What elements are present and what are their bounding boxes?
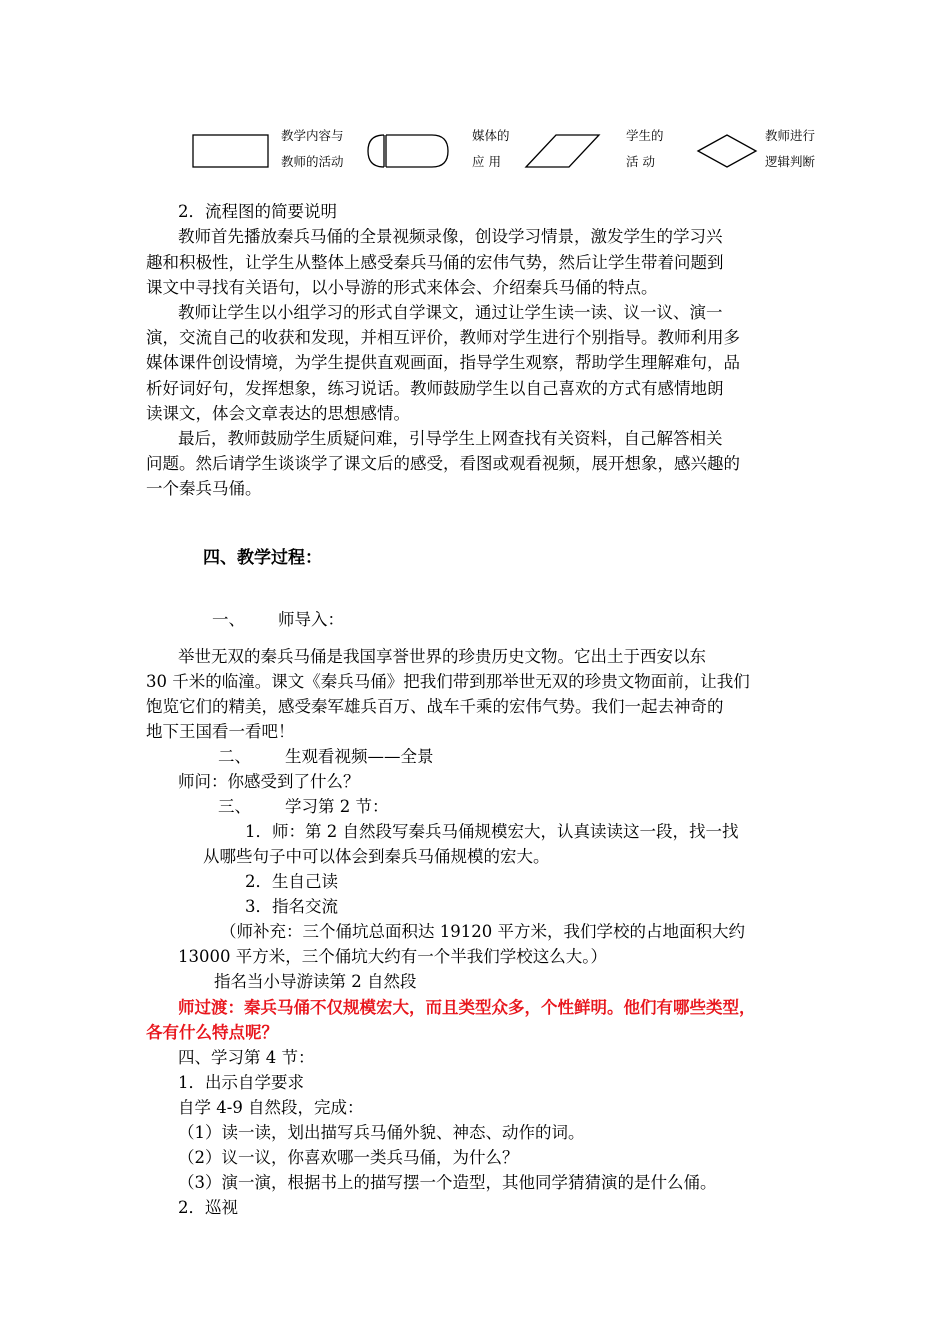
stadium-symbol: [368, 135, 448, 167]
step-number: 三、: [218, 797, 251, 816]
diamond-symbol: [698, 135, 756, 167]
sub-task: （1）读一读，划出描写兵马俑外貌、神态、动作的词。: [178, 1123, 585, 1142]
step-title: 师导入：: [278, 610, 344, 629]
list-item: 3．指名交流: [245, 897, 338, 916]
paragraph-line: 一个秦兵马俑。: [146, 479, 262, 498]
rect-label-2: 教师的活动: [281, 154, 344, 169]
task-description: 自学 4-9 自然段，完成：: [178, 1098, 364, 1117]
paragraph-line: 地下王国看一看吧！: [146, 722, 295, 741]
guide-instruction: 指名当小导游读第 2 自然段: [214, 972, 417, 991]
list-item: 1．师：第 2 自然段写秦兵马俑规模宏大，认真读读这一段，找一找: [245, 822, 739, 841]
diamond-label-2: 逻辑判断: [765, 154, 816, 169]
paragraph-line: 读课文，体会文章表达的思想感情。: [146, 404, 410, 423]
step-title: 四、学习第 4 节：: [178, 1048, 315, 1067]
paragraph-line: 举世无双的秦兵马俑是我国享誉世界的珍贵历史文物。它出土于西安以东: [178, 647, 706, 666]
list-item: 从哪些句子中可以体会到秦兵马俑规模的宏大。: [203, 847, 550, 866]
transition-highlight: 各有什么特点呢？: [146, 1023, 278, 1042]
step-number: 二、: [218, 747, 251, 766]
list-item: 2．生自己读: [245, 872, 338, 891]
supplement-note: 13000 平方米，三个俑坑大约有一个半我们学校这么大。）: [178, 947, 607, 966]
step-title: 学习第 2 节：: [285, 797, 389, 816]
supplement-note: （师补充：三个俑坑总面积达 19120 平方米，我们学校的占地面积大约: [220, 922, 745, 941]
flowchart-legend: [190, 118, 830, 178]
list-item: 1．出示自学要求: [178, 1073, 304, 1092]
step-number: 一、: [212, 610, 245, 629]
paragraph-line: 课文中寻找有关语句，以小导游的形式来体会、介绍秦兵马俑的特点。: [146, 278, 658, 297]
paragraph-line: 教师首先播放秦兵马俑的全景视频录像，创设学习情景，激发学生的学习兴: [178, 227, 723, 246]
parallelogram-symbol: [526, 135, 599, 167]
paragraph-line: 问题。然后请学生谈谈学了课文后的感受，看图或观看视频，展开想象，感兴趣的: [146, 454, 740, 473]
paragraph-line: 教师让学生以小组学习的形式自学课文，通过让学生读一读、议一议、演一: [178, 303, 723, 322]
list-item: 2．巡视: [178, 1198, 238, 1217]
parallelogram-label-2: 活 动: [626, 154, 655, 169]
teacher-question: 师问：你感受到了什么？: [178, 772, 360, 791]
rect-label-1: 教学内容与: [281, 128, 344, 143]
paragraph-line: 演，交流自己的收获和发现，并相互评价，教师对学生进行个别指导。教师利用多: [146, 328, 740, 347]
stadium-label-1: 媒体的: [472, 128, 510, 143]
diamond-label-1: 教师进行: [765, 128, 816, 143]
section-title: 2．流程图的简要说明: [178, 202, 337, 221]
section-heading: 四、教学过程：: [203, 548, 322, 568]
step-title: 生观看视频——全景: [285, 747, 434, 766]
parallelogram-label-1: 学生的: [626, 128, 664, 143]
paragraph-line: 析好词好句，发挥想象，练习说话。教师鼓励学生以自己喜欢的方式有感情地朗: [146, 379, 724, 398]
sub-task: （3）演一演，根据书上的描写摆一个造型，其他同学猜猜演的是什么俑。: [178, 1173, 717, 1192]
paragraph-line: 最后，教师鼓励学生质疑问难，引导学生上网查找有关资料，自己解答相关: [178, 429, 723, 448]
rectangle-symbol: [193, 135, 268, 167]
paragraph-line: 媒体课件创设情境，为学生提供直观画面，指导学生观察，帮助学生理解难句，品: [146, 353, 740, 372]
paragraph-line: 饱览它们的精美，感受秦军雄兵百万、战车千乘的宏伟气势。我们一起去神奇的: [146, 697, 724, 716]
stadium-label-2: 应 用: [472, 154, 501, 169]
paragraph-line: 30 千米的临潼。课文《秦兵马俑》把我们带到那举世无双的珍贵文物面前，让我们: [146, 672, 750, 691]
paragraph-line: 趣和积极性，让学生从整体上感受秦兵马俑的宏伟气势，然后让学生带着问题到: [146, 253, 724, 272]
transition-highlight: 师过渡：秦兵马俑不仅规模宏大，而且类型众多，个性鲜明。他们有哪些类型，: [178, 998, 756, 1017]
sub-task: （2）议一议，你喜欢哪一类兵马俑，为什么？: [178, 1148, 519, 1167]
